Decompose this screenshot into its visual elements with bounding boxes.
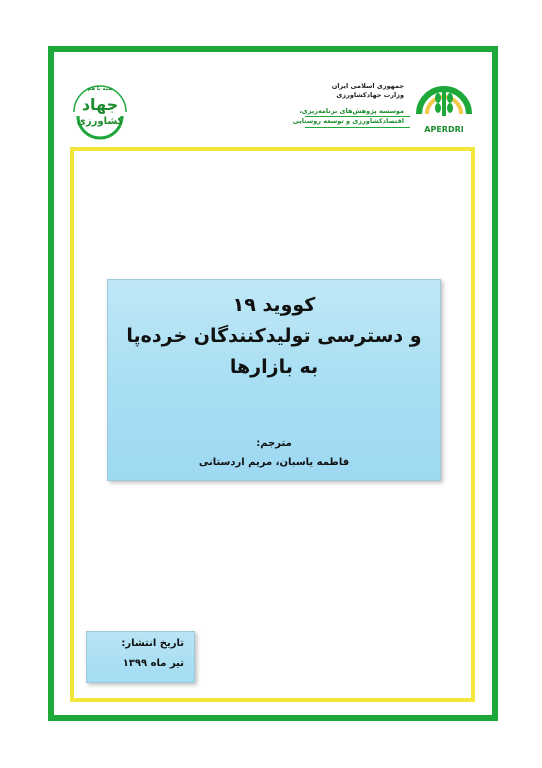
logo-main-text: جهاد (81, 95, 119, 114)
institute-line-1: موسسه پژوهش‌های برنامه‌ریزی، (299, 107, 404, 115)
aperdri-logo (413, 76, 475, 138)
title-block (108, 290, 440, 383)
gov-line-2: وزارت جهادکشاورزی (336, 91, 404, 99)
government-heading (332, 82, 404, 100)
institute-divider-1 (305, 116, 410, 117)
publication-date-label: تاریخ انتشار: (121, 638, 184, 649)
title-box (107, 279, 441, 481)
title-line-3: به بازارها (229, 356, 319, 378)
gov-line-1: جمهوری اسلامی ایران (331, 82, 404, 90)
logo-top-text: همه با هم (87, 86, 113, 92)
translator-names: فاطمه یاسبان، مریم اردستانی (198, 457, 350, 468)
logo-sub-text: کشاورزی (76, 116, 124, 127)
aperdri-logo-text: APERDRI (424, 125, 464, 134)
publication-date-box (86, 631, 195, 683)
institute-divider-2 (305, 127, 410, 128)
translator-label: مترجم: (256, 438, 292, 449)
title-line-2: و دسترسی تولیدکنندگان خرده‌پا (126, 325, 422, 347)
title-line-1: کووید ۱۹ (232, 294, 316, 316)
publication-date-value: تیر ماه ۱۳۹۹ (122, 658, 184, 669)
institute-line-2: اقتصادکشاورزی و توسعه روستایی (292, 117, 404, 125)
jihad-keshavarzi-logo (64, 76, 136, 142)
